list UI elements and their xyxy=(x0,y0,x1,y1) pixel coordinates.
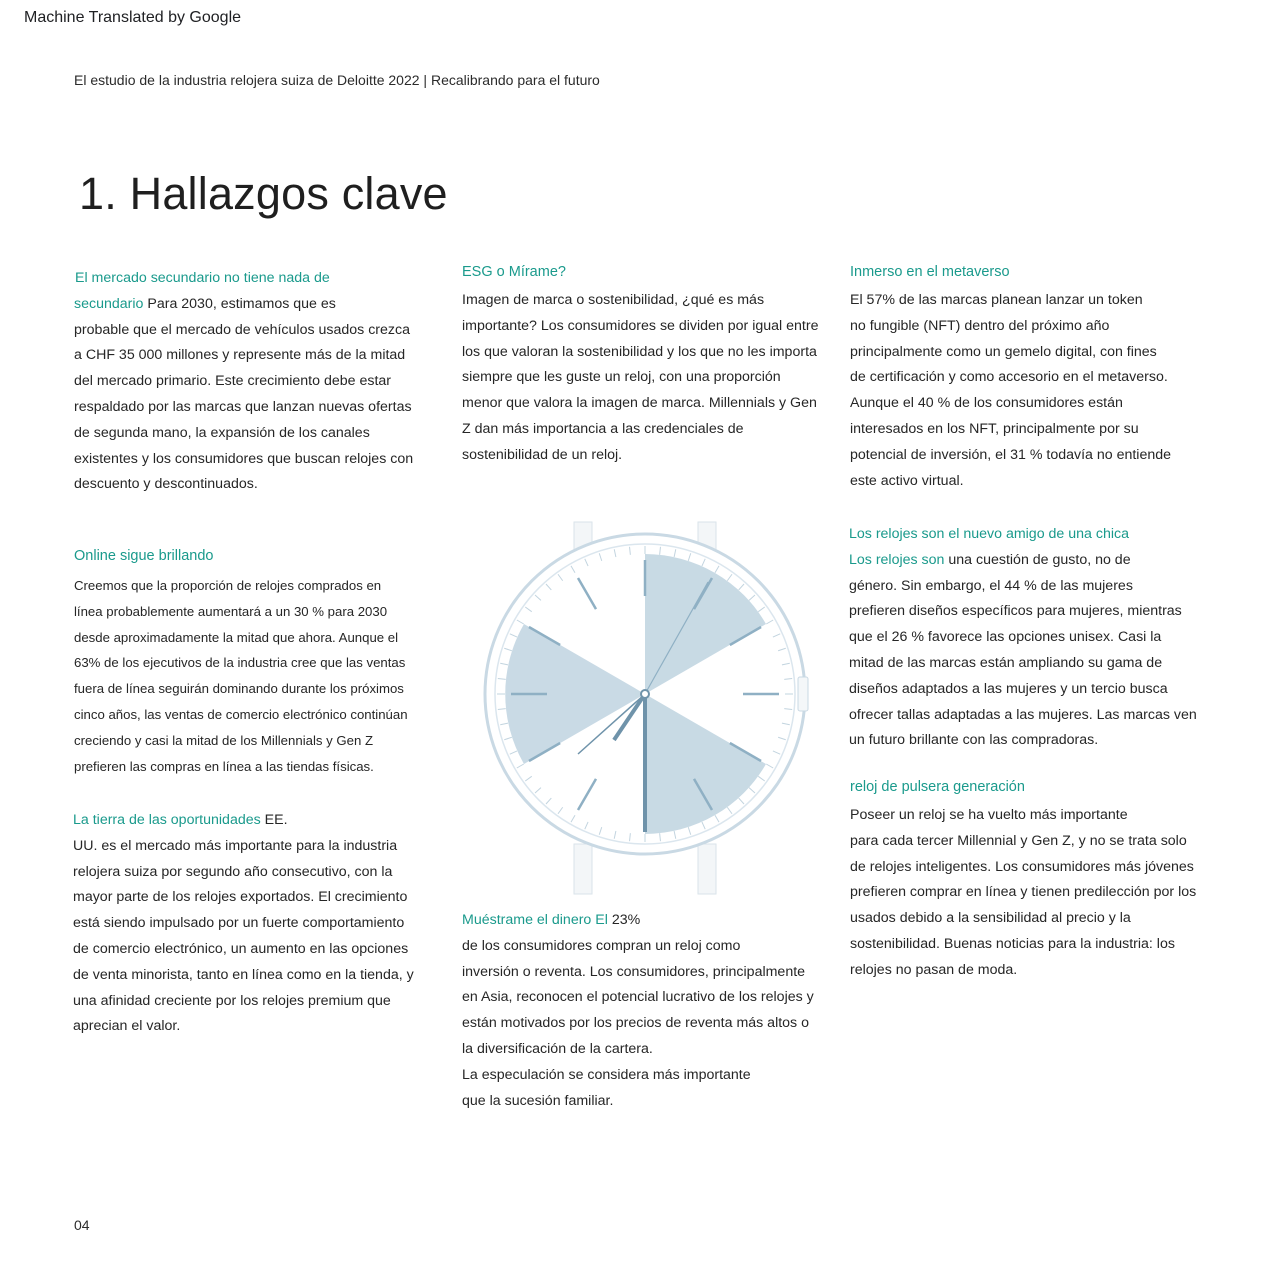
center-pin xyxy=(641,690,649,698)
section-dinero xyxy=(462,908,832,1114)
section-body: UU. es el mercado más importante para la industria relojera suiza por segundo año consecutivo, con la mayor parte de los relojes exportados. El crecimiento está siendo impulsado por un fuerte comportamiento de comercio electrónico, un aumento en las opciones de venta minorista, tanto en línea como en la tienda, y una afinidad creciente por los relojes premium que aprecian el valor. xyxy=(73,837,414,1035)
section-heading: ESG o Mírame? xyxy=(462,264,566,280)
section-mercado-secundario xyxy=(74,266,444,498)
section-body: Poseer un reloj se ha vuelto más importante para cada tercer Millennial y Gen Z, y no se trata solo de relojes inteligentes. Los consumidores más jóvenes prefieren comprar en línea y tienen predilección por los usados debido a la sensibilidad al precio y la sostenibilidad. Buenas noticias para la industria: los relojes no pasan de moda. xyxy=(850,807,1197,978)
section-text xyxy=(462,908,832,1114)
section-heading: Online sigue brillando xyxy=(74,548,214,564)
machine-translation-banner: Machine Translated by Google xyxy=(24,9,242,26)
section-oportunidades xyxy=(73,808,443,1040)
section-text xyxy=(849,522,1229,754)
section-body: probable que el mercado de vehículos usados crezca a CHF 35 000 millones y represente más de la mitad del mercado primario. Este crecimiento debe estar respaldado por las marcas que lanzan nuevas ofertas de segunda mano, la expansión de los canales existentes y los consumidores que buscan relojes con descuento y descontinuados. xyxy=(74,321,414,493)
section-body: El 57% de las marcas planean lanzar un token no fungible (NFT) dentro del próximo año principalmente como un gemelo digital, con fines de certificación y como accesorio en el metaverso. Aunque el 40 % de los consumidores están interesados en los NFT, principalmente por su potencial de inversión, el 31 % todavía no entiende este activo virtual. xyxy=(850,292,1172,489)
section-body: Creemos que la proporción de relojes comprados en línea probablemente aumentará a un 30 % para 2030 desde aproximadamente la mitad que ahora. Aunque el 63% de los ejecutivos de la industria cree que las ventas fuera de línea seguirán dominando durante los próximos cinco años, las ventas de comercio electrónico continúan creciendo y casi la mitad de los Millennials y Gen Z prefieren las compras en línea a las tiendas físicas. xyxy=(74,578,408,774)
section-heading: Los relojes son el nuevo amigo de una chica xyxy=(849,526,1129,542)
section-metaverso xyxy=(850,262,1230,494)
section-heading: Inmerso en el metaverso xyxy=(850,264,1010,280)
section-online xyxy=(74,546,434,779)
section-heading-cont: secundario xyxy=(74,295,144,312)
section-body: género. Sin embargo, el 44 % de las mujeres prefieren diseños específicos para mujeres, mientras que el 26 % favorece las opciones unisex. Casi la mitad de las marcas están ampliando su gama de diseños adaptados a las mujeres y un tercio busca ofrecer tallas adaptadas a las mujeres. Las marcas ven un futuro brillante con las compradoras. xyxy=(849,577,1197,749)
section-heading: El mercado secundario no tiene nada de xyxy=(75,270,330,286)
page-number: 04 xyxy=(74,1217,90,1233)
section-body: de los consumidores compran un reloj como inversión o reventa. Los consumidores, principalmente en Asia, reconocen el potencial lucrativo de los relojes y están motivados por los precios de reventa más altos o la diversificación de la cartera. La especulación se considera más importante que la sucesión familiar. xyxy=(462,937,814,1109)
section-heading: La tierra de las oportunidades xyxy=(73,812,261,828)
running-header: El estudio de la industria relojera suiza de Deloitte 2022 | Recalibrando para el futuro xyxy=(74,72,600,88)
watch-crown xyxy=(798,677,808,711)
section-text xyxy=(73,808,443,1040)
section-lead: EE. xyxy=(260,812,288,828)
section-generacion xyxy=(850,777,1230,984)
section-heading: Muéstrame el dinero El xyxy=(462,912,608,928)
section-lead: Para 2030, estimamos que es xyxy=(143,295,336,312)
section-heading: reloj de pulsera generación xyxy=(850,779,1025,795)
section-lead: una cuestión de gusto, no de xyxy=(944,551,1131,568)
section-lead-teal: Los relojes son xyxy=(849,551,945,568)
section-lead: 23% xyxy=(607,912,641,928)
page-title: 1. Hallazgos clave xyxy=(79,168,448,219)
section-body: Imagen de marca o sostenibilidad, ¿qué es más importante? Los consumidores se dividen por igual entre los que valoran la sostenibilidad y los que no les importa siempre que les guste un reloj, con una proporción menor que valora la imagen de marca. Millennials y Gen Z dan más importancia a las credenciales de sostenibilidad de un reloj. xyxy=(462,292,819,463)
section-esg xyxy=(462,262,832,469)
wristwatch-illustration xyxy=(462,514,820,898)
section-chica xyxy=(849,522,1229,754)
section-text xyxy=(74,266,444,498)
